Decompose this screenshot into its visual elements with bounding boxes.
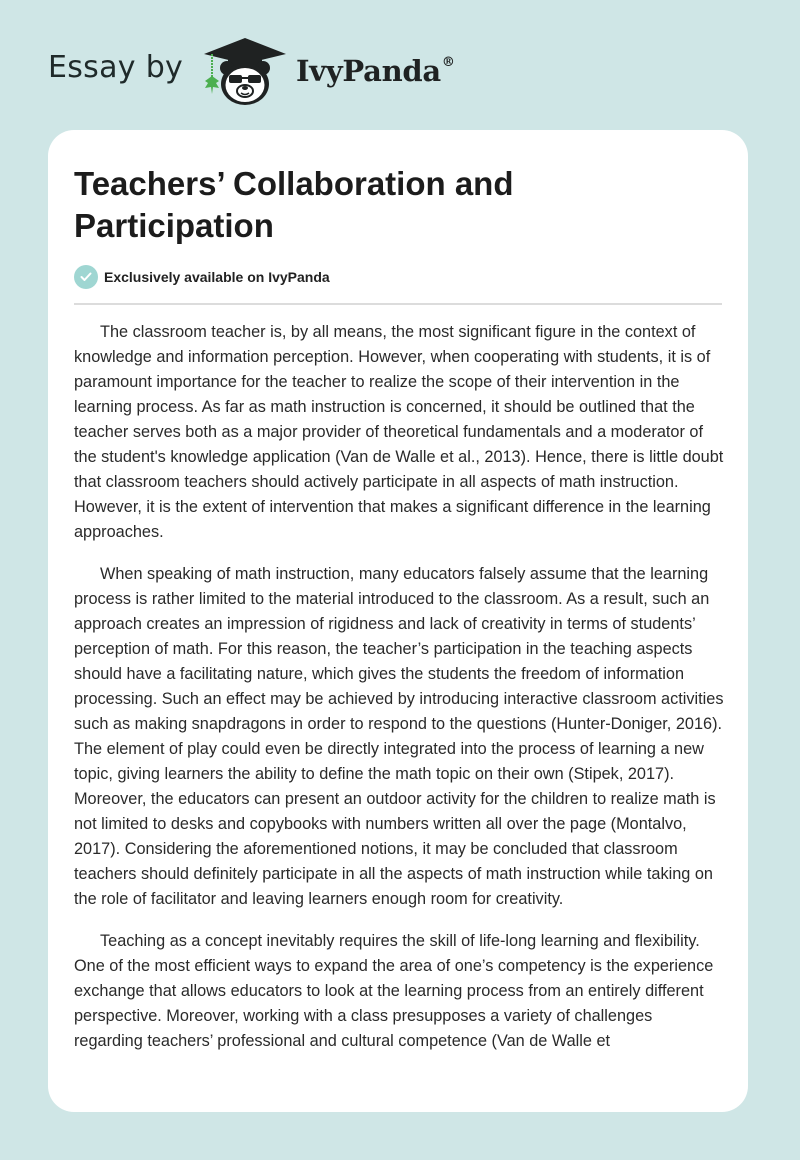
brand-text: IvyPanda	[296, 54, 441, 88]
exclusive-badge	[74, 264, 330, 290]
badge-text: Exclusively available on IvyPanda	[104, 269, 330, 285]
panda-logo-icon[interactable]	[200, 34, 290, 110]
paragraph: The classroom teacher is, by all means, the most significant figure in the context of knowledge and information perception. However, when cooperating with students, it is of paramount importance for the teacher to realize the scope of their intervention in the learning process. As far as math instruction is concerned, it should be outlined that the teacher serves both as a major provider of theoretical fundamentals and a moderator of the student's knowledge application (Van de Walle et al., 2013). Hence, there is little doubt that classroom teachers should actively participate in all aspects of math instruction. However, it is the extent of intervention that makes a significant difference in the learning approaches.	[74, 323, 724, 541]
essay-body	[74, 320, 724, 1071]
registered-mark: ®	[441, 55, 455, 71]
essay-card	[48, 130, 748, 1112]
paragraph: Teaching as a concept inevitably requires the skill of life-long learning and flexibility. One of the most efficient ways to expand the area of one’s competency is the experience exchange that allows educators to look at the learning process from an entirely different perspective. Moreover, working with a class presupposes a variety of challenges regarding teachers’ professional and cultural competence (Van de Walle et	[74, 932, 714, 1050]
brand-name[interactable]	[296, 54, 455, 88]
site-header	[0, 0, 800, 130]
check-circle-icon	[74, 265, 98, 289]
title-divider	[74, 303, 722, 305]
essay-title: Teachers’ Collaboration and Participation	[74, 165, 514, 244]
paragraph: When speaking of math instruction, many educators falsely assume that the learning process is rather limited to the material introduced to the classroom. As a result, such an approach creates an impression of rigidness and lack of creativity in terms of students’ perception of math. For this reason, the teacher’s participation in the teaching aspects should have a facilitating nature, which gives the students the freedom of information processing. Such an effect may be achieved by introducing interactive classroom activities such as making snapdragons in order to respond to the questions (Hunter-Doniger, 2016). The element of play could even be directly integrated into the process of learning a new topic, giving learners the ability to define the math topic on their own (Stipek, 2017). Moreover, the educators can present an outdoor activity for the children to realize math is not limited to desks and copybooks with numbers written all over the page (Montalvo, 2017). Considering the aforementioned notions, it may be concluded that classroom teachers should definitely participate in all the aspects of math instruction while taking on the role of facilitator and leaving learners enough room for creativity.	[74, 565, 724, 908]
essay-by-label: Essay by	[48, 50, 184, 85]
